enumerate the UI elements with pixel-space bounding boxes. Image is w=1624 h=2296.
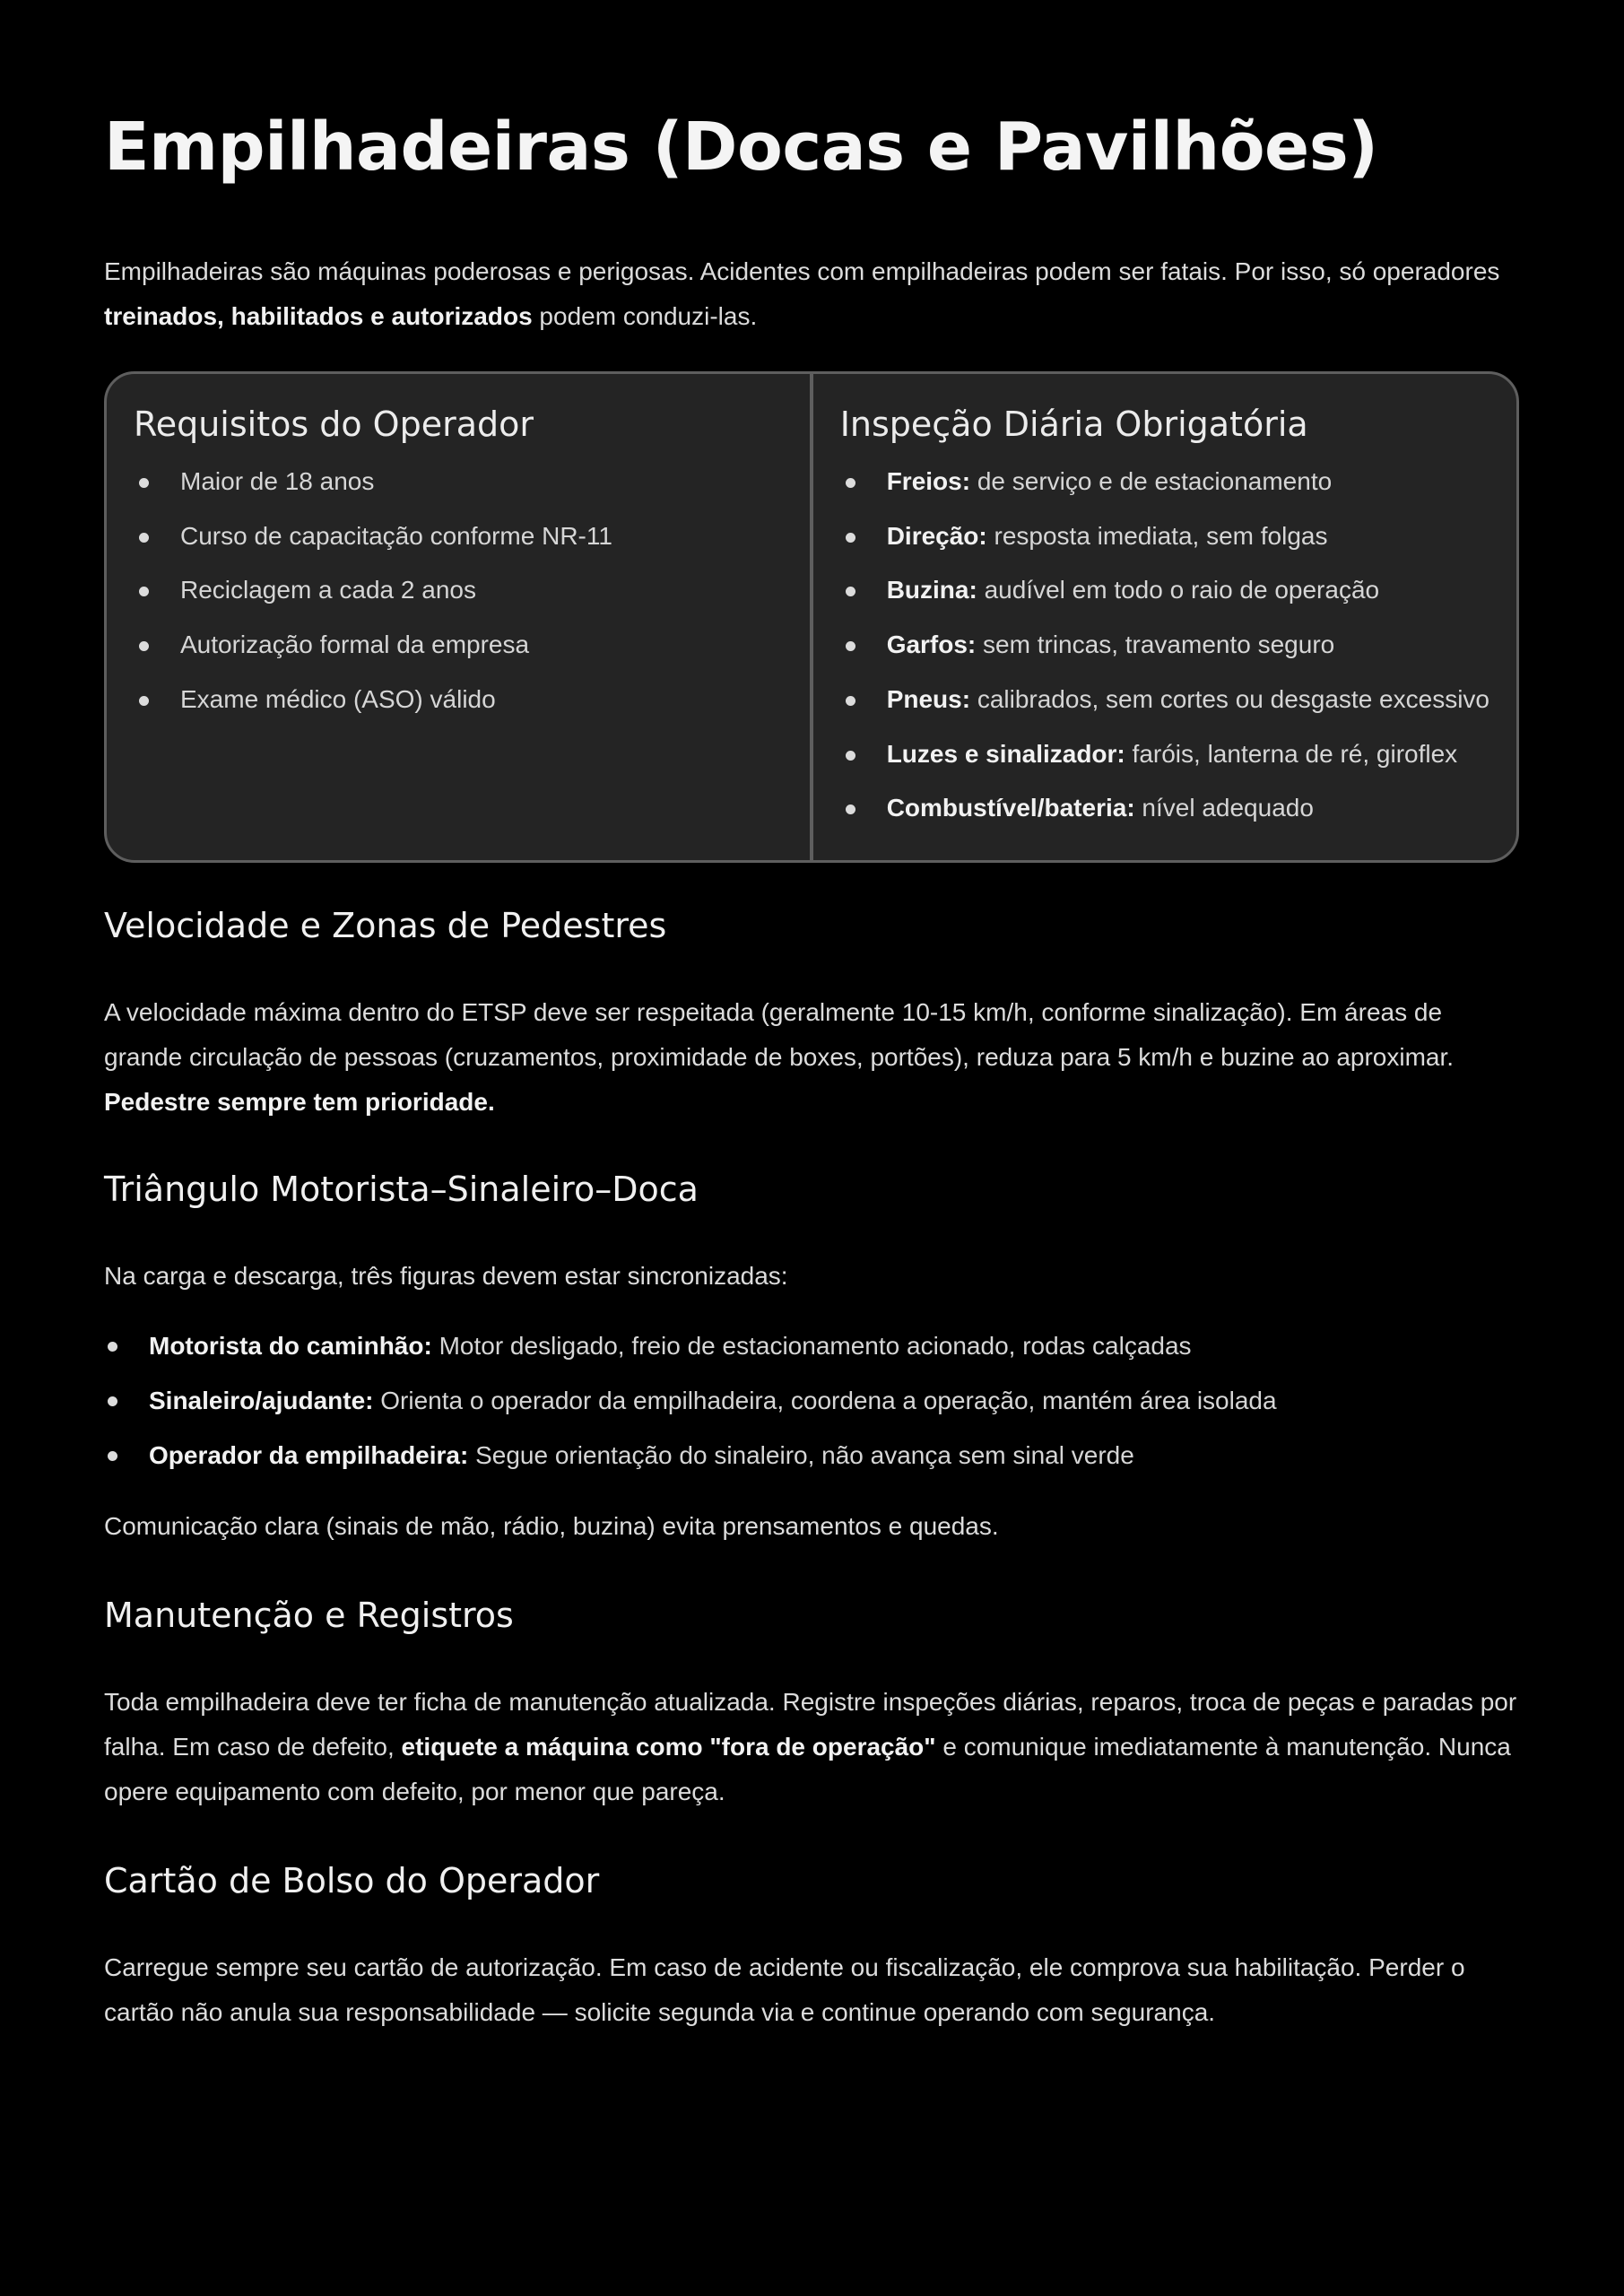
speed-text: A velocidade máxima dentro do ETSP deve ser respeitada (geralmente 10-15 km/h, conforme sinalização). Em áreas de grande circulação de pessoas (cruzamentos, proximidade de boxes, portões), reduza para 5 km/h e buzine ao aproximar. bbox=[104, 998, 1455, 1071]
inspection-list bbox=[840, 455, 1489, 836]
triangle-item-label: Operador da empilhadeira: bbox=[149, 1441, 469, 1469]
inspection-item-label: Combustível/bateria: bbox=[886, 794, 1135, 822]
maintenance-text-start: Toda empilhadeira deve ter ficha de manutenção atualizada. Registre inspeções diárias, reparos, troca de peças e paradas por falha. Em caso de defeito, bbox=[104, 1688, 1517, 1761]
triangle-item bbox=[104, 1428, 1520, 1483]
intro-paragraph bbox=[104, 249, 1520, 339]
triangle-item-text: Orienta o operador da empilhadeira, coordena a operação, mantém área isolada bbox=[373, 1387, 1277, 1414]
inspection-item-label: Luzes e sinalizador: bbox=[886, 739, 1125, 768]
requirements-list bbox=[134, 455, 783, 727]
intro-text-start: Empilhadeiras são máquinas poderosas e perigosas. Acidentes com empilhadeiras podem ser fatais. Por isso, só operadores bbox=[104, 257, 1500, 285]
inspection-item-label: Pneus: bbox=[886, 684, 971, 713]
triangle-heading: Triângulo Motorista–Sinaleiro–Doca bbox=[104, 1170, 699, 1209]
maintenance-bold: etiquete a máquina como "fora de operação" bbox=[401, 1733, 936, 1761]
triangle-closing: Comunicação clara (sinais de mão, rádio, buzina) evita prensamentos e quedas. bbox=[104, 1512, 999, 1540]
inspection-item bbox=[840, 781, 1489, 836]
requirements-item: Autorização formal da empresa bbox=[134, 618, 783, 673]
inspection-item bbox=[840, 618, 1489, 673]
card-heading: Cartão de Bolso do Operador bbox=[104, 1861, 600, 1900]
maintenance-paragraph bbox=[104, 1680, 1520, 1814]
triangle-item-text: Motor desligado, freio de estacionamento acionado, rodas calçadas bbox=[431, 1332, 1192, 1360]
speed-heading: Velocidade e Zonas de Pedestres bbox=[104, 906, 667, 945]
inspection-item-text: sem trincas, travamento seguro bbox=[976, 631, 1335, 659]
maintenance-text-end: e comunique imediatamente à manutenção. Nunca opere equipamento com defeito, por menor que pareça. bbox=[104, 1733, 1511, 1805]
triangle-item-text: Segue orientação do sinaleiro, não avança sem sinal verde bbox=[468, 1441, 1134, 1469]
requirements-item: Exame médico (ASO) válido bbox=[134, 673, 783, 727]
requirements-column bbox=[107, 374, 810, 860]
inspection-item bbox=[840, 727, 1489, 782]
inspection-item-text: de serviço e de estacionamento bbox=[970, 467, 1333, 495]
inspection-item bbox=[840, 563, 1489, 618]
inspection-item bbox=[840, 509, 1489, 564]
triangle-item-label: Sinaleiro/ajudante: bbox=[149, 1387, 374, 1414]
card-paragraph: Carregue sempre seu cartão de autorização. Em caso de acidente ou fiscalização, ele comprova sua habilitação. Perder o cartão não anula sua responsabilidade — solicite segunda via e continue operando com segurança. bbox=[104, 1953, 1465, 2026]
inspection-item bbox=[840, 673, 1489, 727]
triangle-item bbox=[104, 1318, 1520, 1373]
inspection-item-text: faróis, lanterna de ré, giroflex bbox=[1125, 739, 1458, 768]
inspection-item bbox=[840, 455, 1489, 509]
requirements-item: Reciclagem a cada 2 anos bbox=[134, 563, 783, 618]
triangle-item bbox=[104, 1373, 1520, 1428]
inspection-item-text: calibrados, sem cortes ou desgaste excessivo bbox=[970, 684, 1489, 713]
inspection-heading: Inspeção Diária Obrigatória bbox=[839, 404, 1308, 444]
inspection-item-label: Direção: bbox=[886, 521, 987, 550]
inspection-item-text: nível adequado bbox=[1134, 794, 1314, 822]
requirements-item: Maior de 18 anos bbox=[134, 455, 783, 509]
triangle-intro: Na carga e descarga, três figuras devem estar sincronizadas: bbox=[104, 1262, 788, 1290]
triangle-list bbox=[104, 1318, 1520, 1483]
speed-bold: Pedestre sempre tem prioridade. bbox=[104, 1088, 495, 1116]
triangle-item-label: Motorista do caminhão: bbox=[149, 1332, 432, 1360]
speed-paragraph bbox=[104, 990, 1520, 1125]
requirements-item: Curso de capacitação conforme NR-11 bbox=[134, 509, 783, 564]
inspection-column bbox=[810, 374, 1516, 860]
inspection-item-label: Garfos: bbox=[886, 631, 977, 659]
inspection-item-label: Buzina: bbox=[886, 576, 977, 604]
inspection-item-label: Freios: bbox=[886, 467, 971, 495]
requirements-heading: Requisitos do Operador bbox=[134, 404, 534, 444]
page-title: Empilhadeiras (Docas e Pavilhões) bbox=[104, 109, 1378, 186]
maintenance-heading: Manutenção e Registros bbox=[104, 1596, 514, 1635]
intro-text-end: podem conduzi-las. bbox=[532, 302, 758, 330]
inspection-item-text: resposta imediata, sem folgas bbox=[986, 521, 1328, 550]
intro-bold: treinados, habilitados e autorizados bbox=[104, 302, 533, 330]
inspection-item-text: audível em todo o raio de operação bbox=[977, 576, 1380, 604]
info-panel bbox=[104, 371, 1519, 863]
